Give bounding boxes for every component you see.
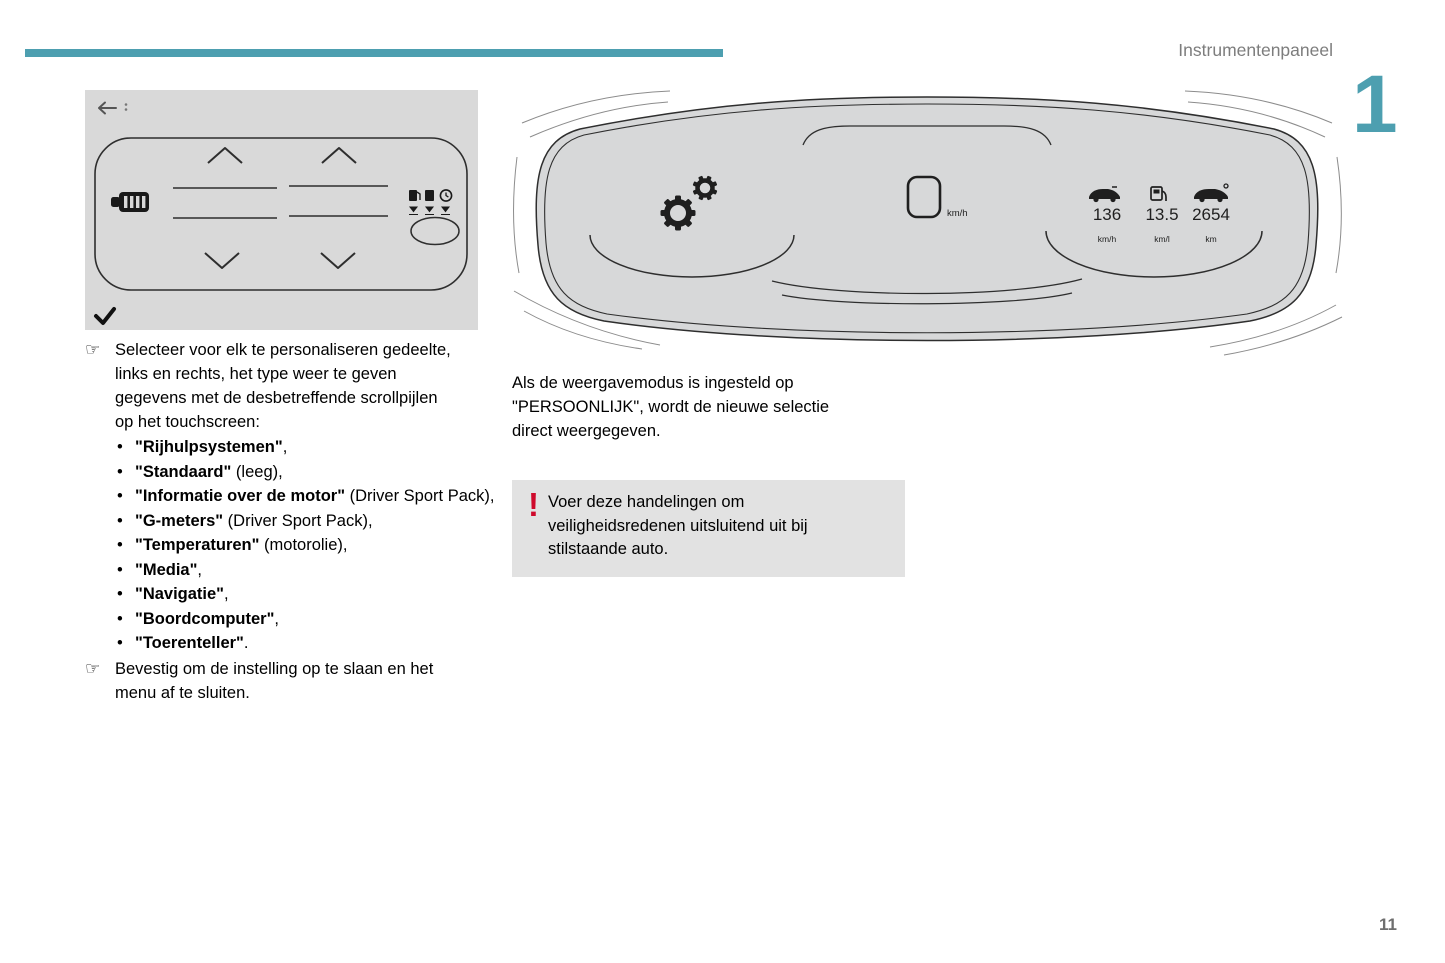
fuel-pump-mini-icon (409, 190, 420, 201)
list-item (117, 558, 495, 583)
warning-exclamation-icon: ! (528, 486, 539, 523)
chapter-number: 1 (1352, 59, 1398, 150)
list-item (117, 631, 495, 656)
list-item (117, 435, 495, 460)
drop-arrows (409, 207, 450, 215)
display-mode-paragraph: Als de weergavemodus is ingesteld op "PERSOONLIJK", wordt de nieuwe selectie direct weergegeven. (512, 374, 830, 440)
touchscreen-illustration (85, 90, 478, 330)
scroll-down-left-icon (205, 253, 239, 268)
pointer-hand-icon: ☞ (85, 658, 101, 678)
option-name: "Navigatie" (135, 585, 225, 603)
readout-speed-unit: km/h (1097, 234, 1117, 244)
option-suffix: , (224, 585, 229, 603)
checkmark-icon (96, 309, 114, 323)
option-name: "Informatie over de motor" (135, 487, 346, 505)
step-select-text: Selecteer voor elk te personaliseren gedeelte, links en rechts, het type weer te geven gegevens met de desbetreffende scrollpijlen op het touchscreen: (115, 341, 451, 431)
readout-odometer-value: 2654 (1192, 205, 1230, 224)
touchscreen-illustration-svg (85, 90, 478, 330)
list-item (117, 460, 495, 485)
option-suffix: , (197, 560, 203, 579)
warning-box (512, 480, 905, 577)
step-select (85, 338, 495, 434)
option-name: "Rijhulpsystemen" (135, 438, 283, 456)
list-item (117, 582, 495, 607)
trip-mini-icon (425, 190, 434, 201)
instructions-column (85, 338, 495, 705)
instrument-cluster-svg (510, 85, 1345, 365)
readout-consumption-unit: km/l (1154, 234, 1170, 244)
list-item (117, 607, 495, 632)
scroll-up-left-icon (208, 148, 242, 163)
option-suffix: , (282, 438, 288, 456)
option-name: "Boordcomputer" (135, 609, 275, 628)
page-title: Instrumentenpaneel (1178, 40, 1333, 60)
option-suffix: (Driver Sport Pack), (345, 487, 495, 505)
menu-dots-icon (125, 103, 128, 111)
scroll-down-right-icon (321, 253, 355, 268)
readout-speed-value: 136 (1092, 205, 1122, 224)
option-name: "Toerenteller" (135, 634, 244, 652)
instrument-cluster-illustration (510, 85, 1345, 365)
header-accent-rule (25, 49, 723, 57)
option-suffix: (Driver Sport Pack), (223, 511, 373, 530)
pointer-hand-icon: ☞ (85, 340, 101, 359)
readout-odometer-unit: km (1205, 234, 1217, 244)
clock-mini-icon (440, 190, 451, 201)
back-arrow-icon (99, 103, 116, 114)
speed-unit-label: km/h (947, 208, 968, 219)
list-item (117, 484, 495, 509)
status-icons (409, 190, 459, 245)
page-number: 11 (1379, 915, 1397, 934)
step-confirm (85, 657, 495, 705)
option-name: "Standaard" (135, 462, 232, 481)
dial-oval (411, 218, 459, 245)
readout-consumption-value: 13.5 (1145, 205, 1179, 224)
options-list (85, 435, 495, 656)
option-suffix: , (274, 609, 279, 628)
option-name: "G-meters" (135, 511, 224, 530)
option-suffix: (motorolie), (259, 536, 348, 554)
option-name: "Media" (135, 560, 198, 579)
list-item (117, 509, 495, 534)
scroll-up-right-icon (322, 148, 356, 163)
list-item (117, 533, 495, 558)
step-confirm-text: Bevestig om de instelling op te slaan en het menu af te sluiten. (115, 659, 434, 702)
warning-text: Voer deze handelingen om veiligheidsredenen uitsluitend uit bij stilstaande auto. (548, 493, 808, 558)
selection-lines (173, 186, 388, 218)
option-name: "Temperaturen" (135, 536, 260, 554)
option-suffix: . (243, 634, 249, 652)
scroll-arrows (205, 148, 356, 268)
fuel-gauge-icon (111, 192, 149, 212)
option-suffix: (leeg), (231, 462, 283, 481)
